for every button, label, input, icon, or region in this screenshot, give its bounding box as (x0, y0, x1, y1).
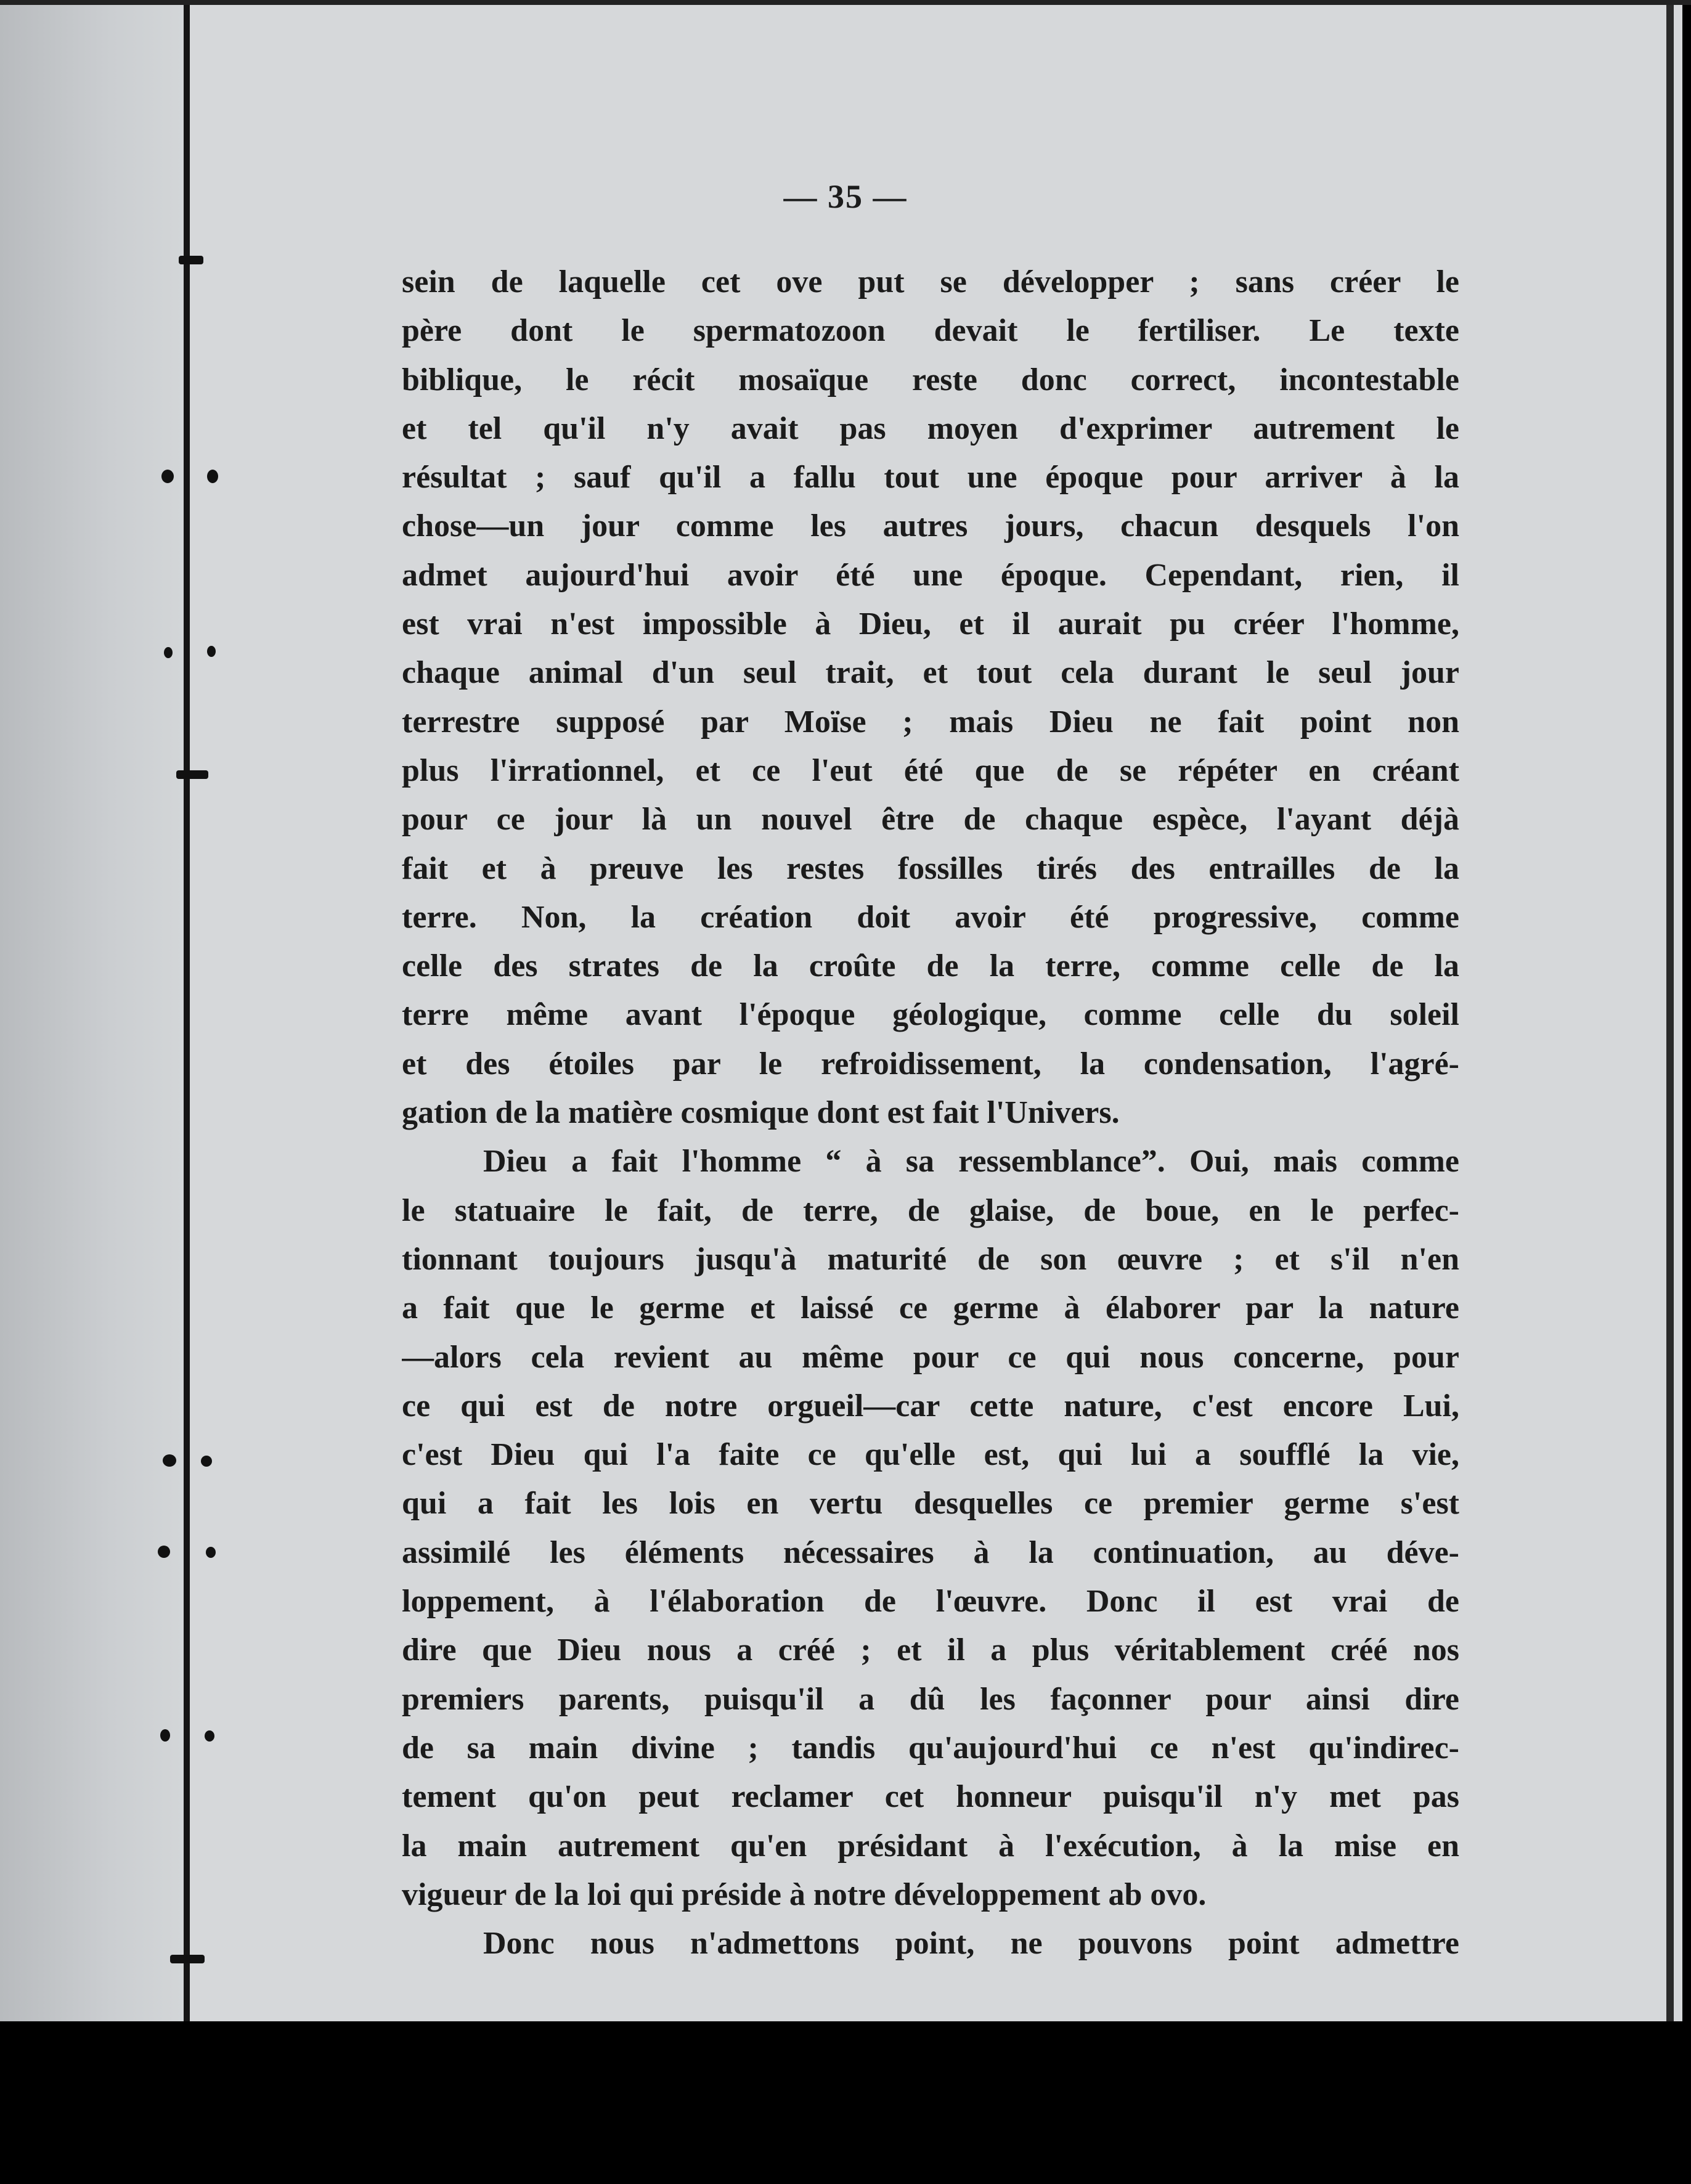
text-line: terre même avant l'époque géologique, comme celle du soleil (402, 997, 1459, 1033)
binding-mark (206, 1547, 216, 1558)
text-line: Donc nous n'admettons point, ne pouvons point admettre (483, 1926, 1459, 1962)
binding-mark (170, 1955, 205, 1963)
text-line: terrestre supposé par Moïse ; mais Dieu ne fait point non (402, 704, 1459, 740)
text-line: terre. Non, la création doit avoir été progressive, comme (402, 899, 1459, 935)
text-line: de sa main divine ; tandis qu'aujourd'hui ce n'est qu'indirec- (402, 1730, 1459, 1766)
text-line: celle des strates de la croûte de la terre, comme celle de la (402, 948, 1459, 984)
binding-mark (179, 256, 203, 264)
binding-mark (164, 647, 173, 658)
text-line: admet aujourd'hui avoir été une époque. Cependant, rien, il (402, 557, 1459, 593)
text-line: et tel qu'il n'y avait pas moyen d'exprimer autrement le (402, 410, 1459, 446)
text-line: est vrai n'est impossible à Dieu, et il aurait pu créer l'homme, (402, 606, 1459, 642)
scan-bottom-shadow (0, 2021, 1691, 2184)
text-line: ce qui est de notre orgueil—car cette nature, c'est encore Lui, (402, 1388, 1459, 1424)
text-line: plus l'irrationnel, et ce l'eut été que de se répéter en créant (402, 752, 1459, 788)
text-line: tement qu'on peut reclamer cet honneur puisqu'il n'y met pas (402, 1779, 1459, 1815)
text-line: a fait que le germe et laissé ce germe à élaborer par la nature (402, 1290, 1459, 1326)
text-line: premiers parents, puisqu'il a dû les façonner pour ainsi dire (402, 1681, 1459, 1717)
text-line: gation de la matière cosmique dont est fait l'Univers. (402, 1095, 1120, 1131)
text-line: chaque animal d'un seul trait, et tout cela durant le seul jour (402, 655, 1459, 691)
text-line: et des étoiles par le refroidissement, la condensation, l'agré- (402, 1046, 1459, 1082)
binding-mark (207, 646, 216, 657)
text-line: père dont le spermatozoon devait le fertiliser. Le texte (402, 313, 1459, 349)
text-line: —alors cela revient au même pour ce qui nous concerne, pour (402, 1339, 1459, 1375)
binding-margin (0, 0, 185, 2021)
binding-mark (201, 1456, 212, 1467)
text-line: fait et à preuve les restes fossilles tirés des entrailles de la (402, 850, 1459, 886)
binding-mark (160, 1729, 170, 1742)
binding-mark (158, 1546, 170, 1558)
text-line: biblique, le récit mosaïque reste donc correct, incontestable (402, 362, 1459, 397)
text-line: Dieu a fait l'homme “ à sa ressemblance”. Oui, mais comme (483, 1144, 1459, 1180)
binding-mark (161, 470, 174, 483)
text-line: la main autrement qu'en présidant à l'exécution, à la mise en (402, 1828, 1459, 1864)
body-text (402, 258, 1459, 1968)
text-line: assimilé les éléments nécessaires à la continuation, au déve- (402, 1534, 1459, 1570)
scan-top-edge (0, 0, 1691, 5)
binding-mark (207, 470, 218, 483)
text-line: pour ce jour là un nouvel être de chaque espèce, l'ayant déjà (402, 802, 1459, 837)
binding-mark (205, 1730, 214, 1742)
binding-mark (176, 770, 208, 779)
text-line: dire que Dieu nous a créé ; et il a plus véritablement créé nos (402, 1632, 1459, 1668)
text-line: sein de laquelle cet ove put se développer ; sans créer le (402, 264, 1459, 299)
text-line: c'est Dieu qui l'a faite ce qu'elle est, qui lui a soufflé la vie, (402, 1437, 1459, 1473)
page-edge (1666, 0, 1674, 2021)
text-line: le statuaire le fait, de terre, de glaise, de boue, en le perfec- (402, 1192, 1459, 1228)
text-line: tionnant toujours jusqu'à maturité de son œuvre ; et s'il n'en (402, 1241, 1459, 1277)
binding-line (184, 0, 190, 2021)
text-line: résultat ; sauf qu'il a fallu tout une époque pour arriver à la (402, 460, 1459, 495)
binding-mark (163, 1454, 176, 1467)
text-line: chose—un jour comme les autres jours, chacun desquels l'on (402, 508, 1459, 544)
text-line: vigueur de la loi qui préside à notre développement ab ovo. (402, 1876, 1207, 1912)
text-line: qui a fait les lois en vertu desquelles ce premier germe s'est (402, 1486, 1459, 1522)
page-number: — 35 — (783, 178, 908, 215)
text-line: loppement, à l'élaboration de l'œuvre. Donc il est vrai de (402, 1584, 1459, 1620)
